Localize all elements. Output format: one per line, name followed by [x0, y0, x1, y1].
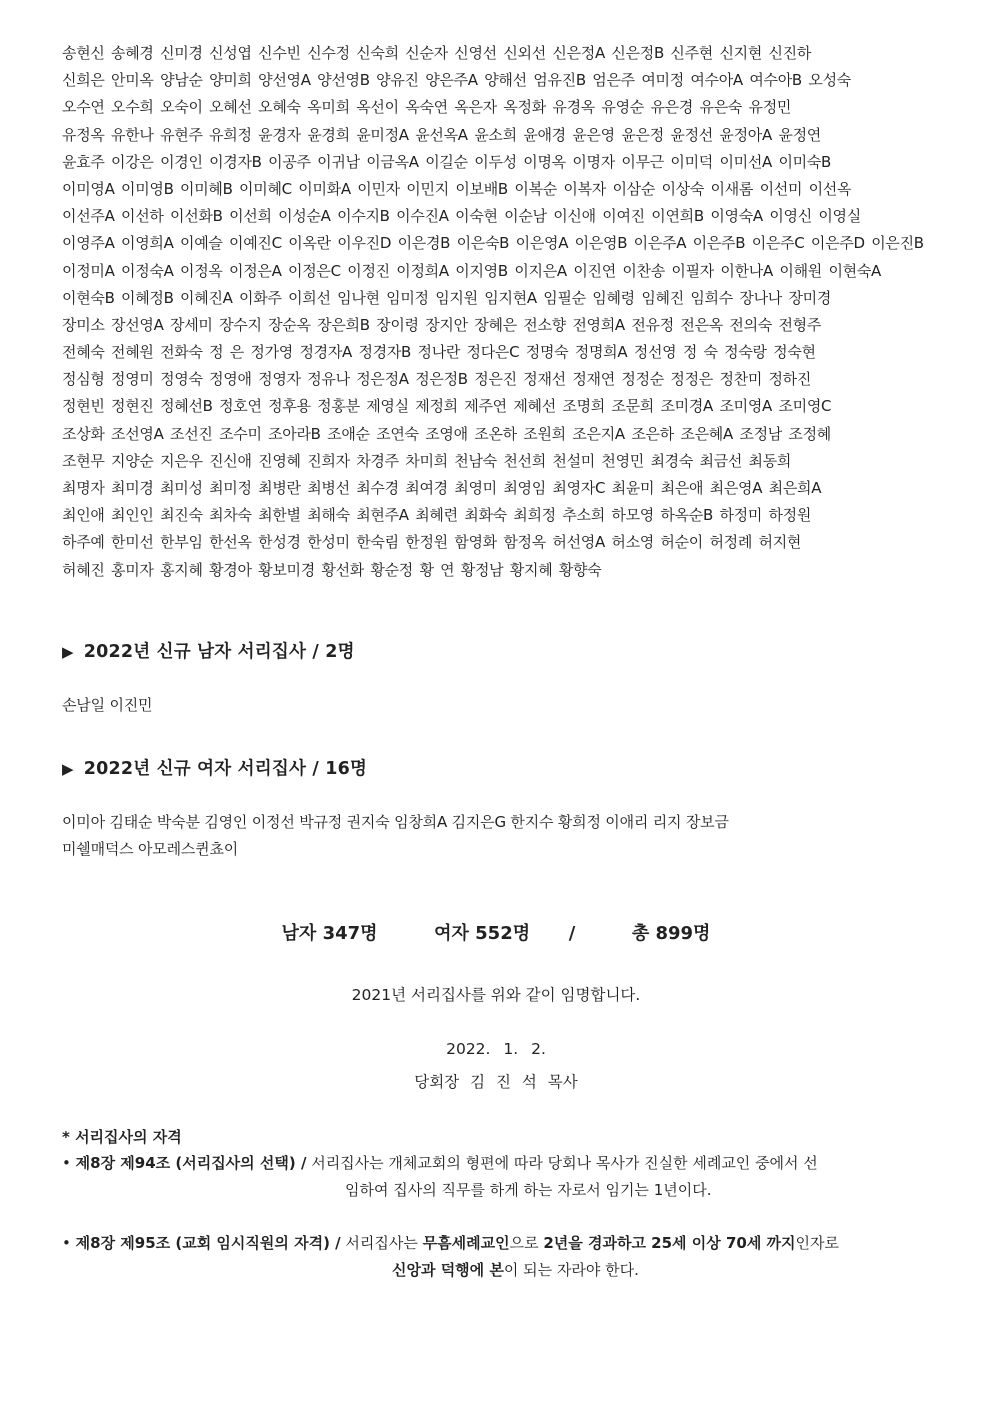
names-line: 윤효주 이강은 이경인 이경자B 이공주 이귀남 이금옥A 이길순 이두성 이명옥 이명자 이무근 이미덕 이미선A 이미숙B [62, 152, 832, 171]
rule-94-text: 서리집사는 개체교회의 형편에 따라 당회나 목사가 진실한 세례교인 중에서 선 [311, 1154, 818, 1172]
male-heading-text: 2022년 신규 남자 서리집사 / 2명 [83, 642, 355, 662]
names-line: 최명자 최미경 최미성 최미정 최병란 최병선 최수경 최여경 최영미 최영임 최영자C 최윤미 최은애 최은영A 최은희A [62, 479, 822, 497]
signature: 당회장 김 진 석 목사 [414, 1073, 578, 1091]
totals-line [0, 919, 992, 945]
names-line: 조현무 지양순 지은우 진신애 진영혜 진희자 차경주 차미희 천남숙 천선희 천설미 천영민 최경숙 최금선 최동희 [62, 451, 792, 470]
names-line: 하주예 한미선 한부임 한선옥 한성경 한성미 한숙림 한정원 함영화 함정옥 허선영A 허소영 허순이 허정례 허지현 [62, 533, 802, 552]
female-heading-text: 2022년 신규 여자 서리집사 / 16명 [83, 759, 368, 779]
names-line: 정현빈 정현진 정혜선B 정호연 정후용 정홍분 제영실 제정희 제주연 제혜선 조명희 조문희 조미경A 조미영A 조미영C [62, 397, 832, 416]
names-line: 전혜숙 전혜원 전화숙 정 은 정가영 정경자A 정경자B 정나란 정다은C 정명숙 정명희A 정선영 정 숙 정숙랑 정숙현 [62, 343, 816, 362]
rule-95-text-b: 으로 [509, 1234, 539, 1252]
grand-total: 총 899명 [631, 923, 711, 944]
names-line: 허혜진 홍미자 홍지혜 황경아 황보미경 황선화 황순정 황 연 황정남 황지혜 황향숙 [62, 560, 602, 579]
rule-95-cont [62, 1257, 947, 1284]
rule-95-bold-b: 2년을 경과하고 25세 이상 70세 까지 [543, 1234, 796, 1252]
female-names-line-2: 미쉘매덕스 아모레스퀸쵸이 [62, 840, 239, 858]
names-line: 이영주A 이영희A 이예슬 이예진C 이옥란 이우진D 이은경B 이은숙B 이은영A 이은영B 이은주A 이은주B 이은주C 이은주D 이은진B [62, 234, 924, 253]
totals-separator: / [568, 923, 576, 944]
names-line: 정심형 정영미 정영숙 정영애 정영자 정유나 정은정A 정은정B 정은진 정재선 정재연 정정순 정정은 정찬미 정하진 [62, 370, 812, 389]
names-line: 이선주A 이선하 이선화B 이선희 이성순A 이수지B 이수진A 이숙현 이순남 이신애 이여진 이연희B 이영숙A 이영신 이영실 [62, 207, 861, 226]
male-section-heading [62, 638, 355, 663]
names-line: 최인애 최인인 최진숙 최차숙 최한별 최해숙 최현주A 최혜련 최화숙 최희정 추소희 하모영 하옥순B 하정미 하정원 [62, 506, 812, 525]
names-line: 장미소 장선영A 장세미 장수지 장순옥 장은희B 장이령 장지안 장혜은 전소향 전영희A 전유정 전은옥 전의숙 전형주 [62, 315, 822, 334]
rule-95-bold-a: 무흠세례교인 [422, 1234, 510, 1252]
qualifications-title: * 서리집사의 자격 [62, 1128, 182, 1146]
names-line: 이정미A 이정숙A 이정옥 이정은A 이정은C 이정진 이정희A 이지영B 이지은A 이진연 이찬송 이필자 이한나A 이해원 이현숙A [62, 261, 882, 280]
appointment-text: 2021년 서리집사를 위와 같이 임명합니다. [351, 986, 641, 1004]
female-names-line-1: 이미아 김태순 박숙분 김영인 이정선 박규정 권지숙 임창희A 김지은G 한지수 황희정 이애리 리지 장보금 [62, 813, 729, 831]
rule-94 [62, 1150, 947, 1204]
names-line: 오수연 오수희 오숙이 오혜선 오혜숙 옥미희 옥선이 옥숙연 옥은자 옥정화 유경옥 유영순 유은경 유은숙 유정민 [62, 98, 792, 117]
rule-95-label: 제8장 제95조 (교회 임시직원의 자격) / [75, 1234, 341, 1252]
rule-95-text-d: 이 되는 자라야 한다. [503, 1261, 639, 1279]
names-line: 신희은 안미옥 양남순 양미희 양선영A 양선영B 양유진 양은주A 양해선 엄유진B 엄은주 여미정 여수아A 여수아B 오성숙 [62, 71, 851, 90]
names-line: 조상화 조선영A 조선진 조수미 조아라B 조애순 조연숙 조영애 조온하 조원희 조은지A 조은하 조은혜A 조정남 조정혜 [62, 424, 831, 443]
rule-94-label: 제8장 제94조 (서리집사의 선택) / [75, 1154, 307, 1172]
names-line: 송현신 송혜경 신미경 신성엽 신수빈 신수정 신숙희 신순자 신영선 신외선 신은정A 신은정B 신주현 신지현 신진하 [62, 44, 812, 62]
names-line: 이미영A 이미영B 이미혜B 이미혜C 이미화A 이민자 이민지 이보배B 이복순 이복자 이삼순 이상숙 이새롬 이선미 이선옥 [62, 179, 852, 198]
names-list [62, 40, 942, 584]
male-total: 남자 347명 [281, 923, 378, 944]
rule-95-text-a: 서리집사는 [345, 1234, 418, 1252]
rule-95-text-c: 인자로 [795, 1234, 840, 1252]
appointment-date: 2022. 1. 2. [446, 1040, 546, 1058]
rule-94-text-cont: 임하여 집사의 직무를 하게 하는 자로서 임기는 1년이다. [345, 1181, 712, 1199]
rule-bullet: • [62, 1234, 71, 1252]
male-names: 손남일 이진민 [62, 696, 153, 714]
female-section-heading [62, 755, 367, 780]
names-line: 유정옥 유한나 유현주 유희정 윤경자 윤경희 윤미정A 윤선옥A 윤소희 윤애경 윤은영 윤은정 윤정선 윤정아A 윤정연 [62, 125, 821, 144]
triangle-bullet-icon: ▶ [62, 760, 74, 778]
female-total: 여자 552명 [434, 923, 531, 944]
rule-95 [62, 1230, 947, 1284]
triangle-bullet-icon: ▶ [62, 643, 74, 661]
rule-95-bold-c: 신앙과 덕행에 본 [392, 1261, 504, 1279]
rule-bullet: • [62, 1154, 71, 1172]
names-line: 이현숙B 이혜정B 이혜진A 이화주 이희선 임나현 임미정 임지원 임지현A 임필순 임혜령 임혜진 임희수 장나나 장미경 [62, 288, 832, 307]
